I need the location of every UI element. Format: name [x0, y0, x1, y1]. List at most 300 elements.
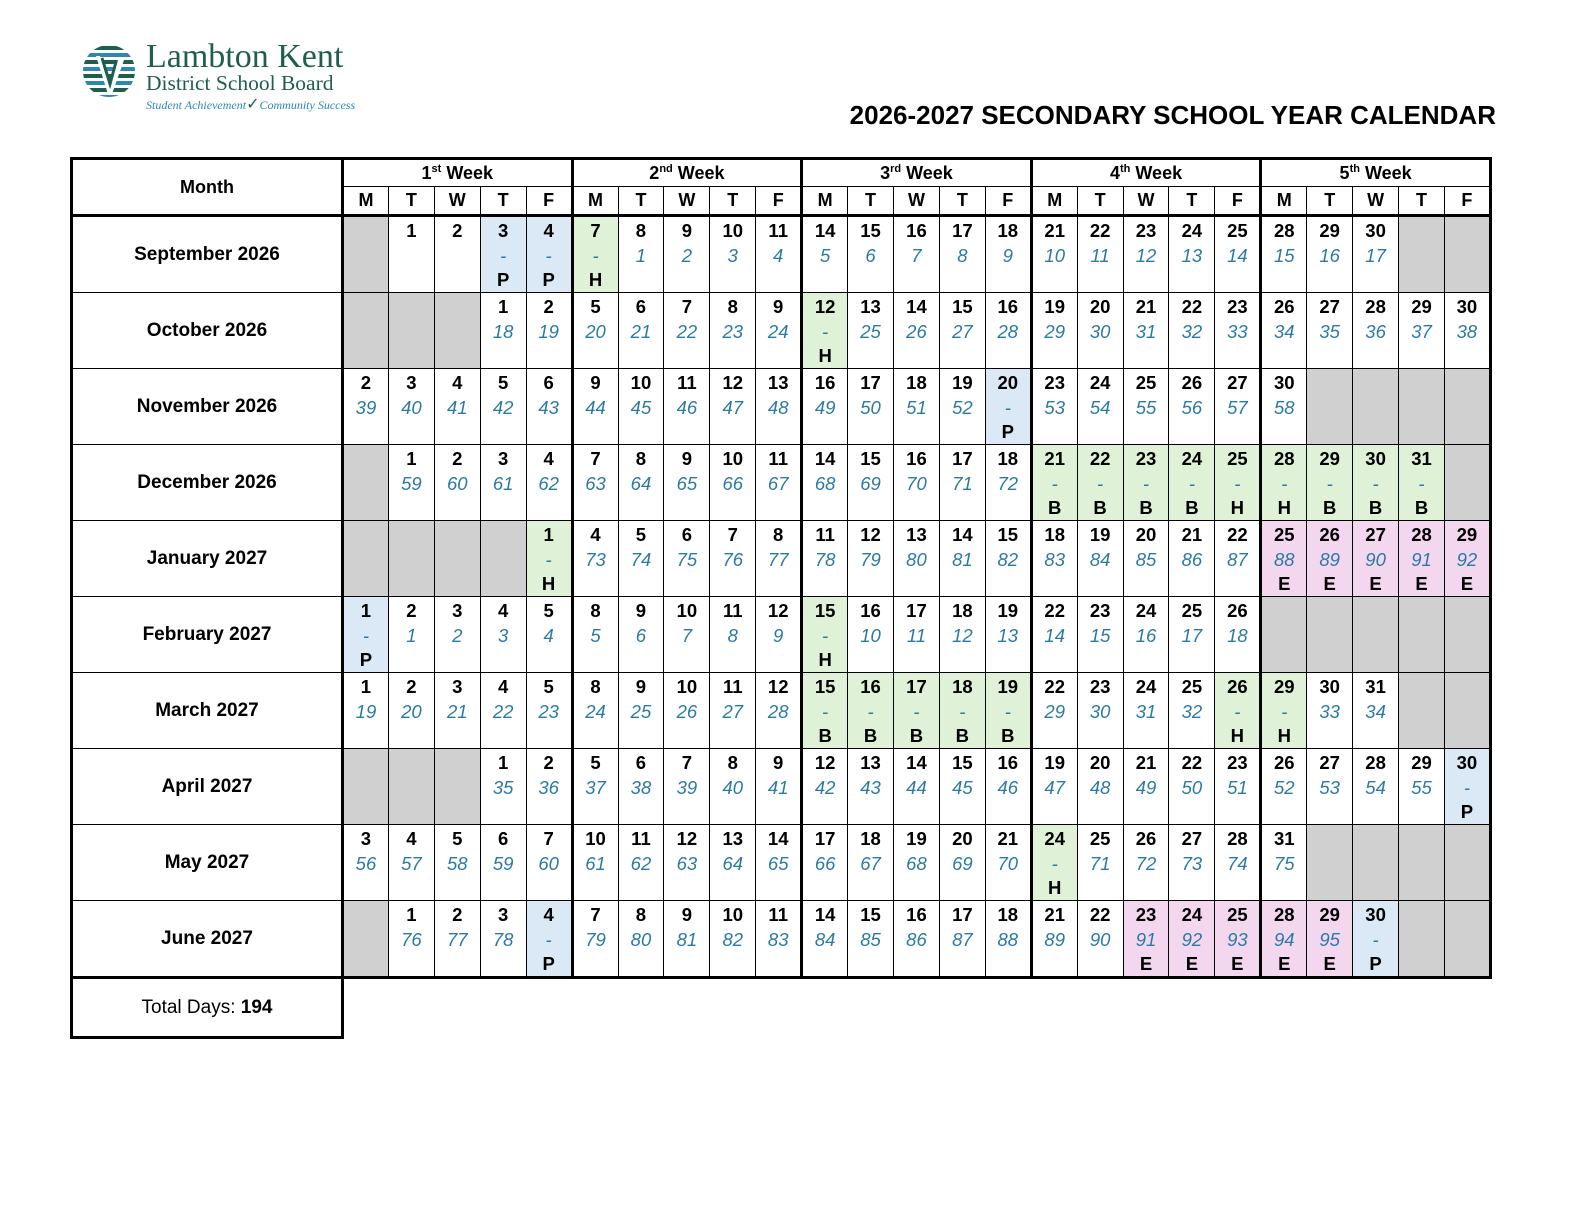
day-cell: [618, 749, 664, 825]
day-cell: [664, 749, 710, 825]
date-number: 5: [452, 828, 463, 849]
date-number: 15: [952, 296, 973, 317]
week-ordinal-suffix: th: [1349, 162, 1360, 175]
date-number: 6: [635, 296, 647, 317]
date-number: 5: [498, 372, 509, 393]
school-day-number: 9: [773, 625, 784, 646]
school-day-number: 57: [401, 853, 422, 874]
school-day-number: 69: [860, 473, 881, 494]
day-cell: [985, 445, 1031, 521]
school-day-number: 83: [767, 929, 789, 950]
school-day-number: 53: [1319, 777, 1340, 798]
date-number: 15: [860, 220, 881, 241]
school-day-number: 13: [1181, 245, 1203, 266]
date-number: 23: [1089, 676, 1111, 697]
date-number: 7: [590, 904, 601, 925]
school-day-number: 21: [446, 701, 468, 722]
school-day-number: 47: [722, 397, 744, 418]
date-number: 9: [635, 600, 647, 621]
weekday-header: T: [1399, 187, 1445, 216]
school-day-number: 30: [1089, 321, 1111, 342]
day-cell: [939, 825, 985, 901]
week-ordinal-suffix: st: [431, 162, 442, 175]
day-code: E: [1369, 573, 1382, 594]
day-cell: [756, 901, 802, 978]
day-cell: [1077, 825, 1123, 901]
date-number: 23: [1227, 752, 1248, 773]
date-number: 9: [635, 676, 647, 697]
school-day-number: 40: [401, 397, 422, 418]
day-cell: [618, 293, 664, 369]
school-day-number: 86: [1181, 549, 1203, 570]
day-cell: [480, 597, 526, 673]
weekday-header: T: [1307, 187, 1353, 216]
weekday-header: M: [343, 187, 389, 216]
day-cell: [756, 597, 802, 673]
day-cell: [1169, 445, 1215, 521]
date-number: 27: [1365, 524, 1386, 545]
school-day-number: -: [545, 245, 552, 266]
school-board-emblem-icon: [82, 44, 140, 102]
date-number: 15: [860, 904, 881, 925]
day-code: H: [818, 649, 832, 670]
school-day-number: 27: [722, 701, 744, 722]
day-cell: [388, 369, 434, 445]
date-number: 28: [1273, 904, 1295, 925]
date-number: 17: [814, 828, 836, 849]
day-cell: [526, 369, 572, 445]
day-cell: [939, 597, 985, 673]
date-number: 4: [543, 904, 554, 925]
school-day-number: 12: [952, 625, 973, 646]
date-number: 10: [722, 220, 744, 241]
day-code: H: [1230, 725, 1245, 746]
school-day-number: 25: [630, 701, 652, 722]
school-day-number: 41: [446, 397, 468, 418]
day-cell: [1169, 369, 1215, 445]
date-number: 21: [1044, 904, 1065, 925]
day-cell: [756, 825, 802, 901]
date-number: 30: [1365, 220, 1386, 241]
date-number: 13: [722, 828, 744, 849]
date-number: 15: [997, 524, 1019, 545]
day-code: E: [1185, 953, 1199, 974]
date-number: 14: [814, 448, 836, 469]
day-cell: [1123, 901, 1169, 978]
non-school-cell: [343, 216, 389, 293]
date-number: 15: [860, 448, 881, 469]
day-cell: [1353, 293, 1399, 369]
day-cell: [710, 369, 756, 445]
month-name: January 2027: [72, 521, 343, 597]
day-cell: [572, 901, 618, 978]
school-day-number: 18: [1227, 625, 1248, 646]
date-number: 24: [1181, 904, 1203, 925]
day-cell: [939, 749, 985, 825]
date-number: 9: [590, 372, 601, 393]
day-cell: [1031, 901, 1077, 978]
school-day-number: 55: [1411, 777, 1432, 798]
date-number: 2: [543, 296, 554, 317]
school-day-number: 46: [676, 397, 698, 418]
month-name: March 2027: [72, 673, 343, 749]
date-number: 24: [1181, 220, 1203, 241]
day-code: P: [542, 269, 555, 290]
school-day-number: 61: [585, 853, 606, 874]
date-number: 11: [815, 524, 835, 545]
school-day-number: 50: [1181, 777, 1203, 798]
weekday-header: F: [526, 187, 572, 216]
school-day-number: -: [913, 701, 920, 722]
date-number: 8: [590, 600, 601, 621]
day-cell: [1307, 901, 1353, 978]
non-school-cell: [434, 749, 480, 825]
school-day-number: 90: [1089, 929, 1111, 950]
school-day-number: 76: [722, 549, 744, 570]
day-cell: [572, 293, 618, 369]
date-number: 8: [773, 524, 784, 545]
day-cell: [1261, 369, 1307, 445]
date-number: 3: [498, 904, 509, 925]
date-number: 28: [1411, 524, 1432, 545]
school-day-number: 5: [819, 245, 831, 266]
date-number: 5: [635, 524, 647, 545]
school-day-number: 69: [952, 853, 973, 874]
day-cell: [985, 749, 1031, 825]
day-code: B: [1323, 497, 1337, 518]
week-header-2: [572, 159, 802, 187]
day-cell: [894, 749, 940, 825]
school-day-number: 15: [1089, 625, 1111, 646]
day-cell: [526, 521, 572, 597]
school-day-number: 64: [630, 473, 652, 494]
date-number: 24: [1044, 828, 1065, 849]
day-cell: [388, 597, 434, 673]
day-cell: [664, 293, 710, 369]
date-number: 10: [676, 676, 698, 697]
school-day-number: 8: [727, 625, 738, 646]
school-day-number: 1: [406, 625, 417, 646]
date-number: 12: [814, 752, 836, 773]
month-row: [72, 901, 1491, 978]
school-day-number: -: [867, 701, 874, 722]
day-code: E: [1278, 573, 1291, 594]
day-cell: [480, 293, 526, 369]
weekday-header: W: [664, 187, 710, 216]
day-cell: [1307, 521, 1353, 597]
day-cell: [1215, 521, 1261, 597]
day-cell: [572, 445, 618, 521]
school-day-number: 56: [1181, 397, 1203, 418]
tagline-left: Student Achievement: [146, 98, 247, 112]
date-number: 1: [360, 676, 372, 697]
month-row: [72, 749, 1491, 825]
day-cell: [618, 445, 664, 521]
day-cell: [388, 445, 434, 521]
date-number: 24: [1135, 676, 1157, 697]
weekday-header: M: [1261, 187, 1307, 216]
date-number: 17: [952, 448, 973, 469]
school-day-number: -: [1463, 777, 1471, 798]
school-day-number: 59: [401, 473, 422, 494]
school-day-number: 35: [492, 777, 514, 798]
date-number: 9: [681, 448, 692, 469]
non-school-cell: [1399, 597, 1445, 673]
school-day-number: 57: [1227, 397, 1248, 418]
school-day-number: 35: [1319, 321, 1340, 342]
non-school-cell: [1353, 825, 1399, 901]
month-name: November 2026: [72, 369, 343, 445]
day-cell: [1077, 673, 1123, 749]
day-cell: [848, 825, 894, 901]
date-number: 30: [1365, 448, 1386, 469]
school-day-number: 89: [1319, 549, 1340, 570]
month-name: December 2026: [72, 445, 343, 521]
date-number: 9: [773, 752, 784, 773]
date-number: 7: [590, 448, 601, 469]
day-code: P: [359, 649, 373, 670]
date-number: 23: [1135, 448, 1157, 469]
school-day-number: 73: [1181, 853, 1203, 874]
date-number: 21: [1135, 752, 1157, 773]
weekday-header: F: [756, 187, 802, 216]
school-day-number: 55: [1135, 397, 1157, 418]
school-day-number: 71: [952, 473, 973, 494]
day-cell: [664, 597, 710, 673]
non-school-cell: [1307, 597, 1353, 673]
month-name: September 2026: [72, 216, 343, 293]
school-day-number: 37: [585, 777, 606, 798]
day-cell: [1399, 749, 1445, 825]
month-row: [72, 293, 1491, 369]
date-number: 18: [997, 220, 1019, 241]
school-day-number: 85: [860, 929, 881, 950]
day-cell: [480, 749, 526, 825]
school-day-number: 6: [635, 625, 647, 646]
weekday-header: T: [1077, 187, 1123, 216]
month-row: [72, 445, 1491, 521]
date-number: 21: [1181, 524, 1203, 545]
school-day-number: 19: [355, 701, 377, 722]
school-day-number: -: [822, 625, 829, 646]
date-number: 16: [997, 296, 1019, 317]
school-day-number: -: [1234, 701, 1241, 722]
day-cell: [894, 369, 940, 445]
week-header-4: [1031, 159, 1261, 187]
day-cell: [480, 369, 526, 445]
school-day-number: 22: [492, 701, 514, 722]
weekday-header: W: [434, 187, 480, 216]
school-day-number: 81: [952, 549, 973, 570]
date-number: 4: [452, 372, 463, 393]
day-cell: [1307, 749, 1353, 825]
day-cell: [802, 216, 848, 293]
date-number: 2: [406, 600, 417, 621]
date-number: 1: [543, 524, 554, 545]
month-row: [72, 673, 1491, 749]
day-cell: [1077, 445, 1123, 521]
school-day-number: 73: [585, 549, 606, 570]
non-school-cell: [1444, 369, 1490, 445]
school-day-number: 32: [1181, 321, 1203, 342]
date-number: 9: [773, 296, 784, 317]
date-number: 25: [1181, 676, 1203, 697]
school-day-number: 7: [911, 245, 922, 266]
date-number: 8: [727, 296, 738, 317]
day-cell: [802, 749, 848, 825]
day-cell: [618, 521, 664, 597]
date-number: 1: [406, 904, 417, 925]
date-number: 30: [1456, 752, 1478, 773]
non-school-cell: [343, 901, 389, 978]
day-code: H: [588, 269, 603, 290]
school-day-number: 65: [676, 473, 698, 494]
date-number: 8: [727, 752, 738, 773]
non-school-cell: [1444, 597, 1490, 673]
day-cell: [939, 293, 985, 369]
day-cell: [1031, 216, 1077, 293]
date-number: 4: [543, 220, 554, 241]
day-code: H: [1230, 497, 1245, 518]
week-header-5: [1261, 159, 1491, 187]
date-number: 12: [767, 676, 789, 697]
school-day-number: -: [545, 929, 552, 950]
day-code: P: [1460, 801, 1474, 822]
day-cell: [664, 521, 710, 597]
school-day-number: 44: [585, 397, 606, 418]
date-number: 8: [590, 676, 601, 697]
school-day-number: 72: [1135, 853, 1157, 874]
day-cell: [756, 673, 802, 749]
weekday-header: T: [618, 187, 664, 216]
day-cell: [480, 673, 526, 749]
school-day-number: 28: [767, 701, 789, 722]
day-cell: [1399, 445, 1445, 521]
day-cell: [939, 521, 985, 597]
school-day-number: 28: [997, 321, 1019, 342]
day-cell: [434, 597, 480, 673]
month-row: [72, 521, 1491, 597]
logo-name-line1: Lambton Kent: [146, 38, 344, 75]
checkmark-icon: ✓: [246, 96, 260, 113]
day-cell: [710, 293, 756, 369]
day-cell: [1169, 673, 1215, 749]
week-ordinal-suffix: th: [1119, 162, 1131, 175]
day-cell: [1123, 369, 1169, 445]
page-title: 2026-2027 SECONDARY SCHOOL YEAR CALENDAR: [849, 100, 1496, 130]
date-number: 25: [1273, 524, 1295, 545]
school-day-number: 58: [1273, 397, 1295, 418]
date-number: 22: [1181, 296, 1203, 317]
day-cell: [1353, 749, 1399, 825]
date-number: 1: [498, 752, 509, 773]
date-number: 10: [722, 448, 744, 469]
school-day-number: 88: [997, 929, 1019, 950]
month-row: [72, 597, 1491, 673]
school-day-number: 31: [1135, 321, 1157, 342]
day-cell: [1031, 369, 1077, 445]
calendar-table: [70, 157, 1492, 1039]
school-day-number: 29: [1044, 321, 1065, 342]
day-cell: [1444, 293, 1490, 369]
date-number: 22: [1089, 904, 1111, 925]
day-cell: [664, 673, 710, 749]
day-cell: [343, 597, 389, 673]
date-number: 6: [681, 524, 692, 545]
school-day-number: 40: [722, 777, 744, 798]
day-cell: [572, 749, 618, 825]
date-number: 29: [1273, 676, 1295, 697]
day-cell: [894, 216, 940, 293]
non-school-cell: [388, 749, 434, 825]
school-day-number: -: [959, 701, 966, 722]
date-number: 29: [1319, 448, 1340, 469]
school-day-number: 74: [1227, 853, 1248, 874]
day-cell: [388, 825, 434, 901]
school-day-number: 88: [1273, 549, 1295, 570]
day-cell: [434, 825, 480, 901]
day-cell: [848, 521, 894, 597]
date-number: 30: [1456, 296, 1478, 317]
school-day-number: 54: [1365, 777, 1386, 798]
date-number: 31: [1273, 828, 1295, 849]
date-number: 10: [585, 828, 606, 849]
day-cell: [1077, 901, 1123, 978]
day-code: P: [542, 953, 555, 974]
date-number: 11: [631, 828, 651, 849]
date-number: 7: [590, 220, 601, 241]
day-cell: [848, 673, 894, 749]
day-cell: [1123, 825, 1169, 901]
school-day-number: 3: [727, 245, 738, 266]
day-cell: [894, 445, 940, 521]
non-school-cell: [434, 521, 480, 597]
date-number: 20: [952, 828, 973, 849]
school-day-number: 82: [997, 549, 1019, 570]
weekday-header: W: [1123, 187, 1169, 216]
date-number: 7: [727, 524, 738, 545]
non-school-cell: [1444, 445, 1490, 521]
day-cell: [802, 597, 848, 673]
day-cell: [1261, 825, 1307, 901]
date-number: 28: [1273, 448, 1295, 469]
date-number: 26: [1319, 524, 1340, 545]
school-day-number: 42: [814, 777, 836, 798]
day-cell: [802, 825, 848, 901]
day-cell: [985, 825, 1031, 901]
day-cell: [848, 293, 894, 369]
school-day-number: 75: [1273, 853, 1295, 874]
day-cell: [388, 901, 434, 978]
day-cell: [802, 369, 848, 445]
date-number: 2: [360, 372, 372, 393]
date-number: 26: [1273, 296, 1295, 317]
date-number: 22: [1089, 448, 1111, 469]
school-day-number: -: [592, 245, 599, 266]
school-day-number: 67: [767, 473, 789, 494]
day-cell: [1261, 216, 1307, 293]
day-code: E: [1323, 953, 1336, 974]
date-number: 23: [1044, 372, 1065, 393]
day-cell: [572, 825, 618, 901]
day-cell: [572, 369, 618, 445]
date-number: 6: [635, 752, 647, 773]
day-cell: [894, 293, 940, 369]
school-day-number: 95: [1319, 929, 1340, 950]
date-number: 9: [681, 220, 692, 241]
day-code: E: [1460, 573, 1474, 594]
school-day-number: 16: [1319, 245, 1340, 266]
